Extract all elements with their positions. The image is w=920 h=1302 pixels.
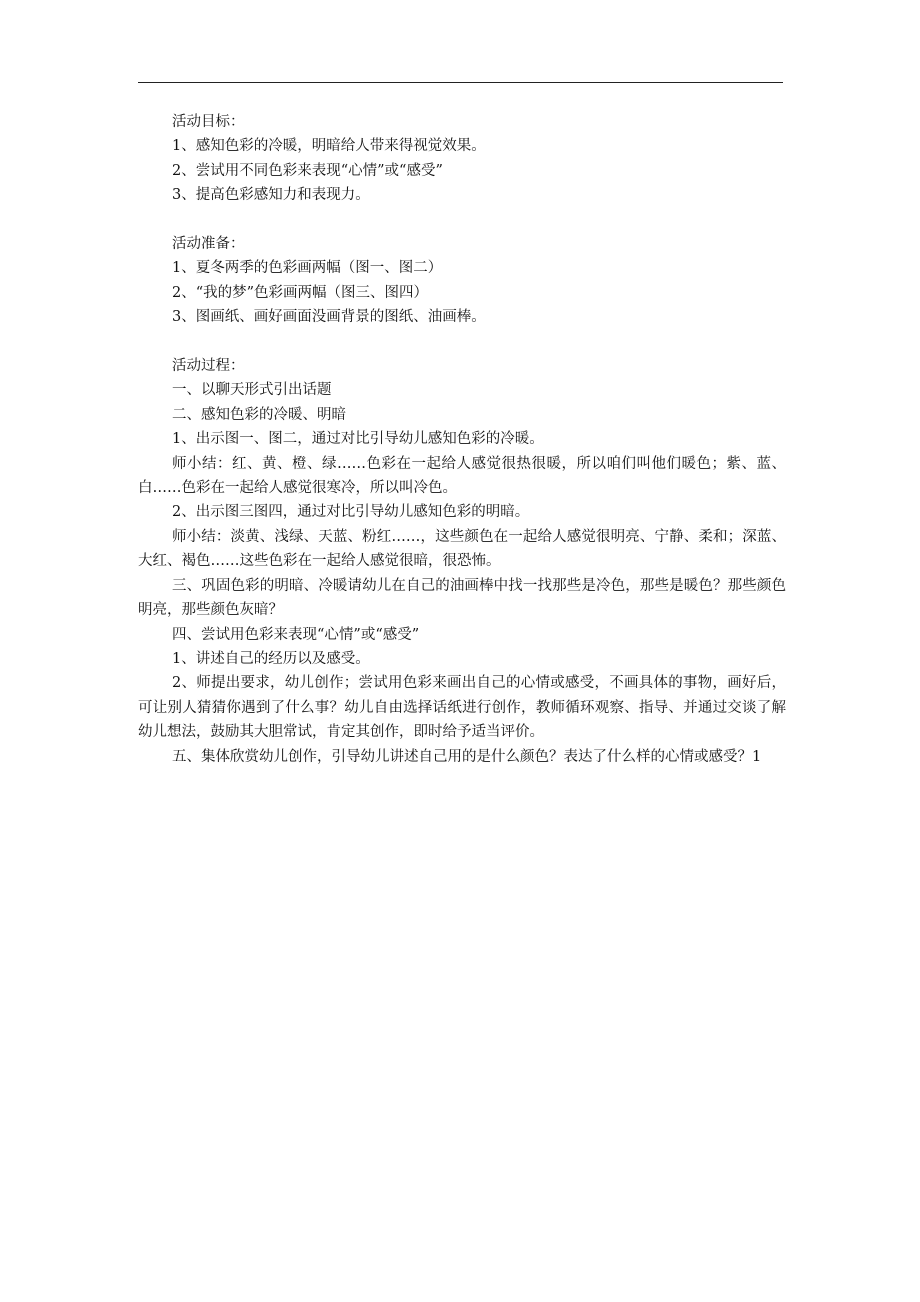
process-step-4-1: 1、讲述自己的经历以及感受。 xyxy=(172,650,370,667)
prep-item-1: 1、夏冬两季的色彩画两幅（图一、图二） xyxy=(172,260,443,277)
process-line-2: 二、感知色彩的冷暖、明暗 xyxy=(172,406,346,423)
teacher-summary-warm-cool: 师小结：红、黄、橙、绿……色彩在一起给人感觉很热很暖，所以咱们叫他们暖色；紫、蓝、白……色彩在一起给人感觉很寒冷，所以叫冷色。 xyxy=(138,455,786,497)
goal-item-2: 2、尝试用不同色彩来表现“心情”或“感受” xyxy=(172,162,443,179)
process-line-3: 1、出示图一、图二，通过对比引导幼儿感知色彩的冷暖。 xyxy=(172,431,544,448)
section-gap xyxy=(138,330,786,354)
document-body xyxy=(138,110,786,769)
process-step-3: 三、巩固色彩的明暗、冷暖请幼儿在自己的油画棒中找一找那些是冷色，那些是暖色？那些颜色明亮，那些颜色灰暗？ xyxy=(138,577,786,619)
teacher-summary-light-dark: 师小结：淡黄、浅绿、天蓝、粉红……，这些颜色在一起给人感觉很明亮、宁静、柔和；深蓝、大红、褐色……这些色彩在一起给人感觉很暗，很恐怖。 xyxy=(138,528,786,570)
process-step-4-2: 2、师提出要求，幼儿创作；尝试用色彩来画出自己的心情或感受，不画具体的事物，画好后，可让别人猜猜你遇到了什么事？幼儿自由选择话纸进行创作，教师循环观察、指导、并通过交谈了解幼儿想法，鼓励其大胆常试，肯定其创作，即时给予适当评价。 xyxy=(138,675,786,741)
section-gap xyxy=(138,208,786,232)
goal-item-1: 1、感知色彩的冷暖，明暗给人带来得视觉效果。 xyxy=(172,138,486,155)
goal-item-3: 3、提高色彩感知力和表现力。 xyxy=(172,187,370,204)
prep-heading: 活动准备： xyxy=(172,236,245,253)
process-line-4: 2、出示图三图四，通过对比引导幼儿感知色彩的明暗。 xyxy=(172,504,530,521)
process-step-5: 五、集体欣赏幼儿创作，引导幼儿讲述自己用的是什么颜色？表达了什么样的心情或感受？1 xyxy=(172,748,762,765)
prep-item-2: 2、“我的梦”色彩画两幅（图三、图四） xyxy=(172,284,429,301)
process-heading: 活动过程： xyxy=(172,358,245,375)
header-rule xyxy=(138,82,783,83)
process-step-4: 四、尝试用色彩来表现“心情”或“感受” xyxy=(172,626,420,643)
goals-heading: 活动目标： xyxy=(172,114,245,130)
process-line-1: 一、以聊天形式引出话题 xyxy=(172,382,332,399)
prep-item-3: 3、图画纸、画好画面没画背景的图纸、油画棒。 xyxy=(172,309,486,326)
